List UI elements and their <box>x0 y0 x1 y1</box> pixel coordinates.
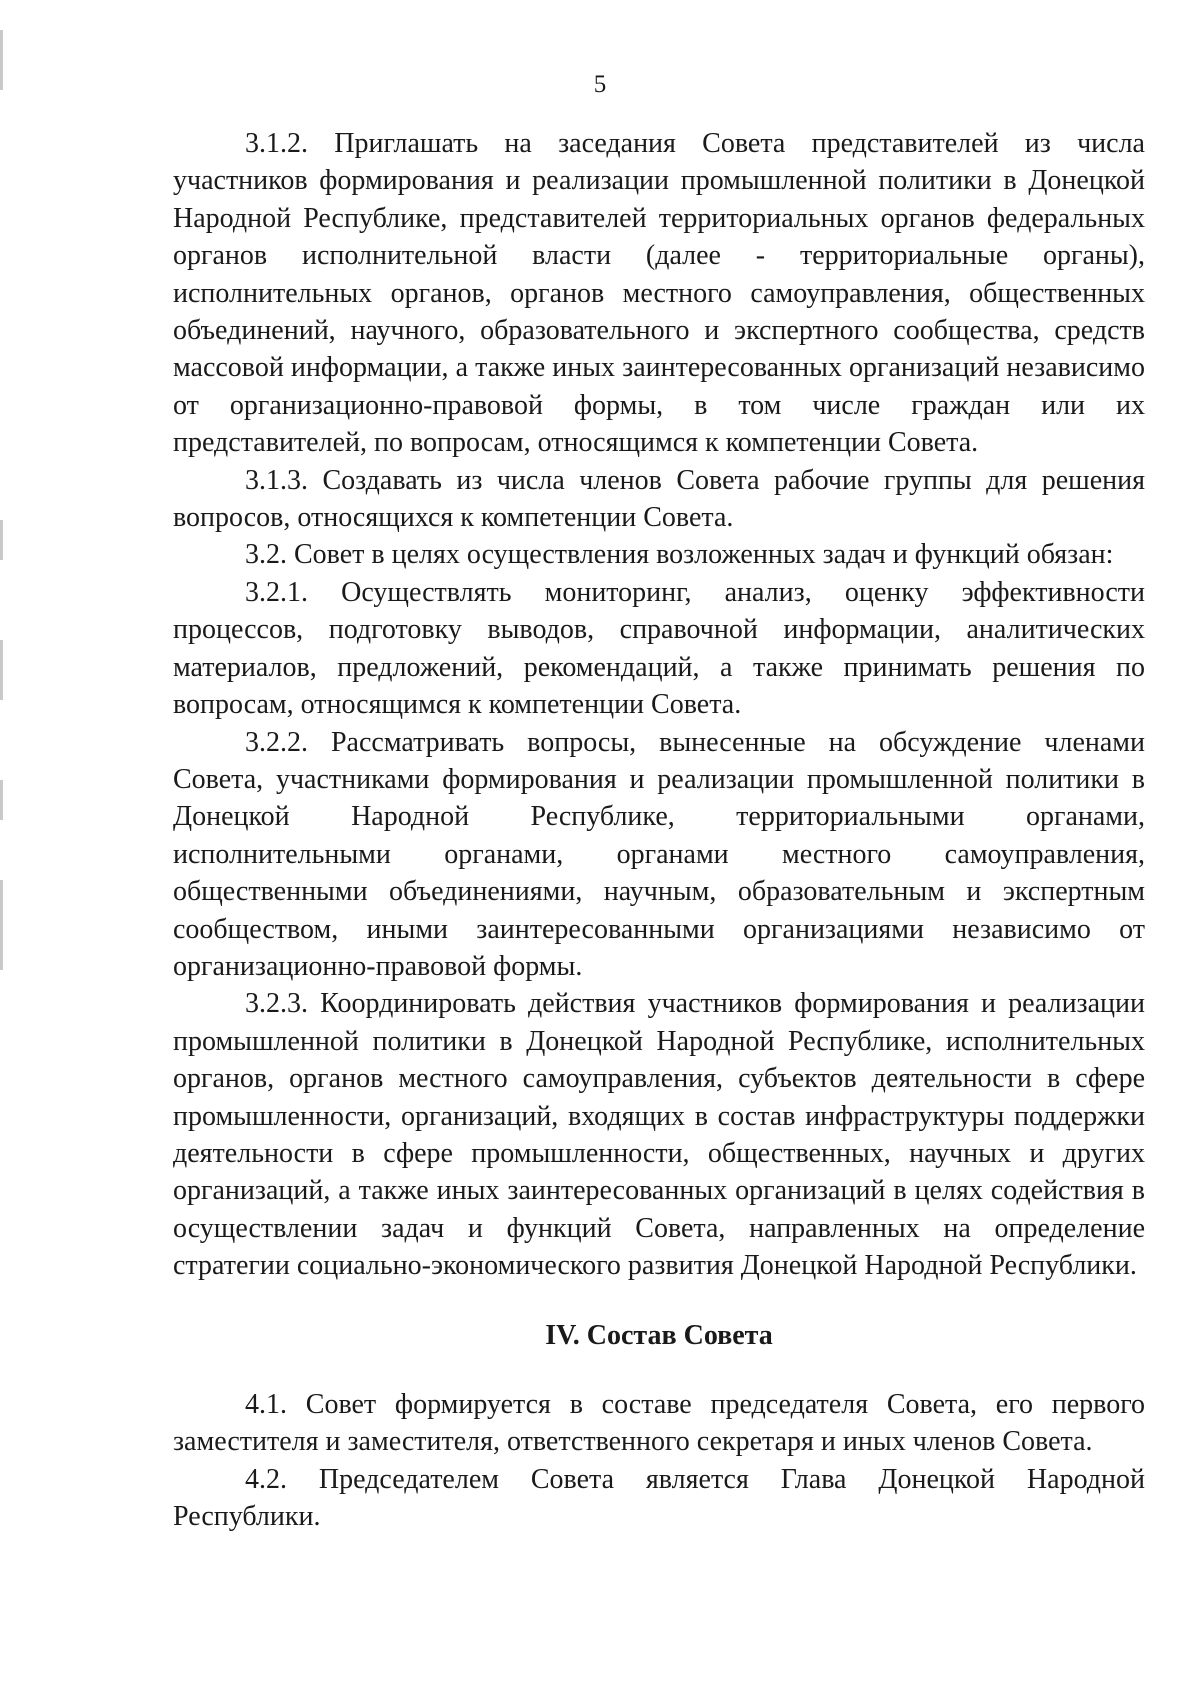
paragraph-3-1-3: 3.1.3. Создавать из числа членов Совета рабочие группы для решения вопросов, относящихся к компетенции Совета. <box>173 464 1145 534</box>
paragraph-3-1-2: 3.1.2. Приглашать на заседания Совета представителей из числа участников формирования и реализации промышленной политики в Донецкой Народной Республике, представителей территориальных органов федеральных органов исполнительной власти (далее - территориальные органы), исполнительных органов, органов местного самоуправления, общественных объединений, научного, образовательного и экспертного сообщества, средств массовой информации, а также иных заинтересованных организаций независимо от организационно-правовой формы, в том числе граждан или их представителей, по вопросам, относящимся к компетенции Совета. <box>173 128 1145 459</box>
paragraph-3-2-2: 3.2.2. Рассматривать вопросы, вынесенные на обсуждение членами Совета, участниками формирования и реализации промышленной политики в Донецкой Народной Республике, территориальными органами, исполнительными органами, органами местного самоуправления, общественными объединениями, научным, образовательным и экспертным сообществом, иными заинтересованными организациями независимо от организационно-правовой формы. <box>173 726 1145 982</box>
paragraph-4-2: 4.2. Председателем Совета является Глава Донецкой Народной Республики. <box>173 1463 1145 1533</box>
scan-edge-mark <box>0 640 3 700</box>
paragraph-3-2-3: 3.2.3. Координировать действия участников формирования и реализации промышленной политики в Донецкой Народной Республике, исполнительных органов, органов местного самоуправления, субъектов деятельности в сфере промышленности, организаций, входящих в состав инфраструктуры поддержки деятельности в сфере промышленности, общественных, научных и других организаций, а также иных заинтересованных организаций в целях содействия в осуществлении задач и функций Совета, направленных на определение стратегии социально-экономического развития Донецкой Народной Республики. <box>173 988 1145 1282</box>
paragraph-3-2: 3.2. Совет в целях осуществления возложенных задач и функций обязан: <box>245 539 1114 571</box>
scan-edge-mark <box>0 880 3 970</box>
scan-edge-mark <box>0 520 3 560</box>
page-number: 5 <box>593 71 607 98</box>
paragraph-4-1: 4.1. Совет формируется в составе председателя Совета, его первого заместителя и заместителя, ответственного секретаря и иных членов Совета. <box>173 1389 1145 1458</box>
section-heading: IV. Состав Совета <box>545 1319 773 1351</box>
paragraph-3-2-1: 3.2.1. Осуществлять мониторинг, анализ, оценку эффективности процессов, подготовку выводов, справочной информации, аналитических материалов, предложений, рекомендаций, а также принимать решения по вопросам, относящимся к компетенции Совета. <box>173 576 1145 721</box>
scan-edge-mark <box>0 780 3 820</box>
document-body <box>173 125 1145 1536</box>
